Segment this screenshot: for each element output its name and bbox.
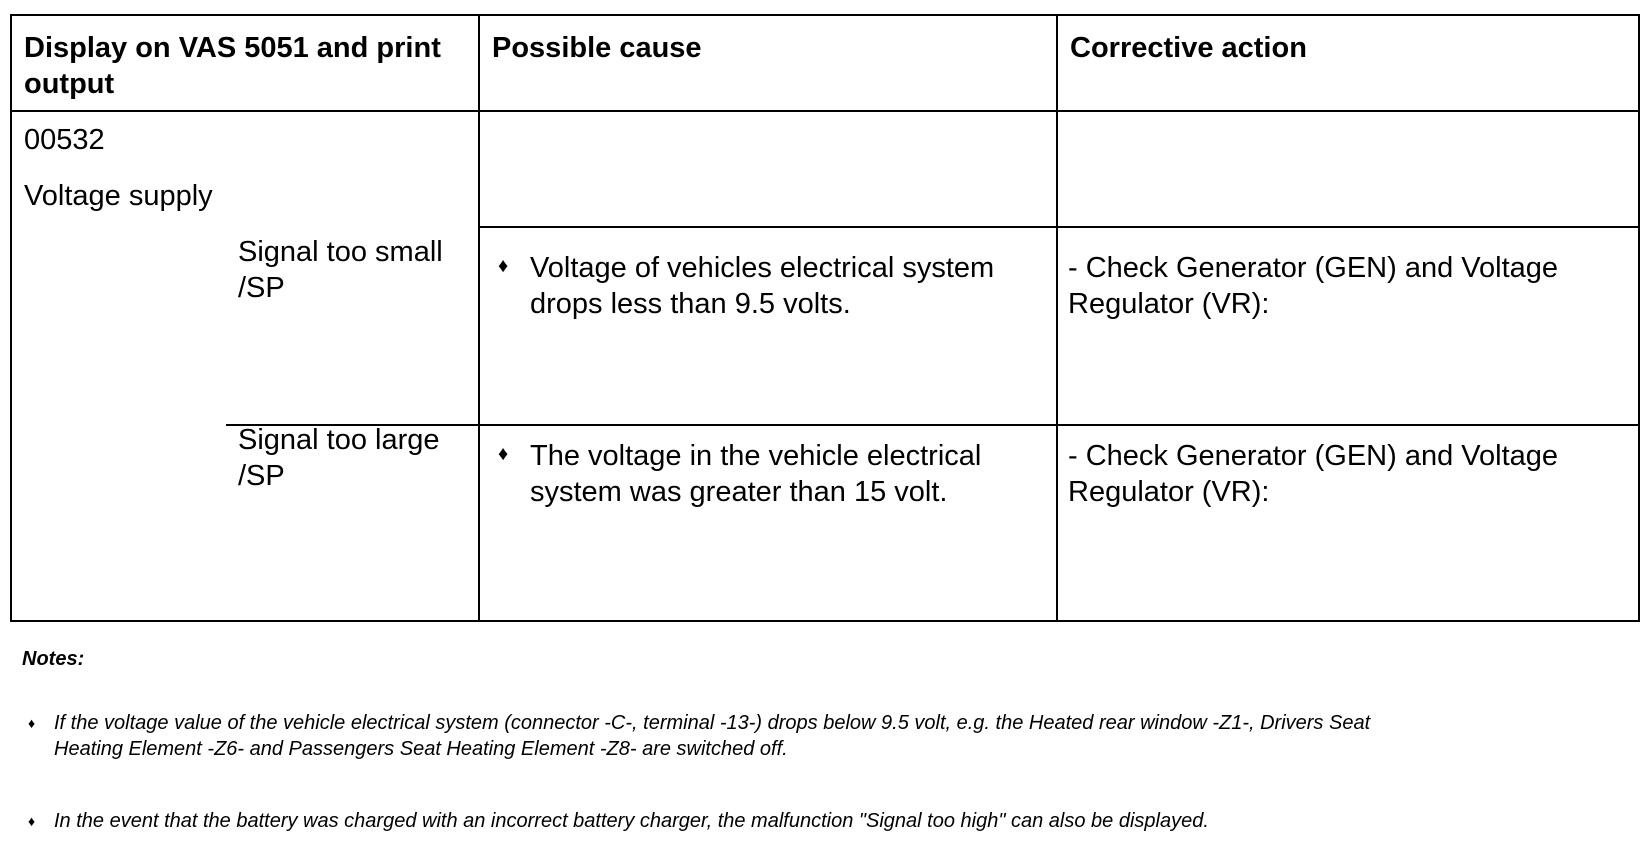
note-item xyxy=(28,710,1408,766)
header-display: Display on VAS 5051 and print output xyxy=(24,32,441,100)
fault-name: Voltage supply xyxy=(24,180,213,212)
bullet-icon: ♦ xyxy=(498,255,509,277)
header-action: Corrective action xyxy=(1070,32,1307,64)
cause-2: The voltage in the vehicle electrical system was greater than 15 volt. xyxy=(530,440,982,508)
bullet-icon: ♦ xyxy=(28,715,36,731)
row-divider-1 xyxy=(478,226,1638,228)
fault-table xyxy=(10,14,1640,622)
bullet-icon: ♦ xyxy=(498,443,509,465)
column-divider-2 xyxy=(1056,16,1058,620)
header-divider xyxy=(12,110,1638,112)
cause-1: Voltage of vehicles electrical system drops less than 9.5 volts. xyxy=(530,252,995,320)
signal-label-1: Signal too small /SP xyxy=(238,236,443,304)
note-item xyxy=(28,808,1408,864)
column-divider-1 xyxy=(478,16,480,620)
signal-label-2: Signal too large /SP xyxy=(238,424,440,492)
bullet-icon: ♦ xyxy=(28,813,36,829)
notes-title: Notes: xyxy=(22,648,85,670)
fault-code: 00532 xyxy=(24,124,105,156)
note-text: If the voltage value of the vehicle electrical system (connector -C-, terminal -13-) drops below 9.5 volt, e.g. the Heated rear window -Z1-, Drivers Seat Heating Element -Z6- and Passengers Seat Heating Element -Z8- are switched off. xyxy=(54,712,1371,760)
action-1: - Check Generator (GEN) and Voltage Regulator (VR): xyxy=(1068,252,1559,320)
note-text: In the event that the battery was charged with an incorrect battery charger, the malfunction "Signal too high" can also be displayed. xyxy=(54,810,1209,832)
header-cause: Possible cause xyxy=(492,32,702,64)
action-2: - Check Generator (GEN) and Voltage Regulator (VR): xyxy=(1068,440,1559,508)
